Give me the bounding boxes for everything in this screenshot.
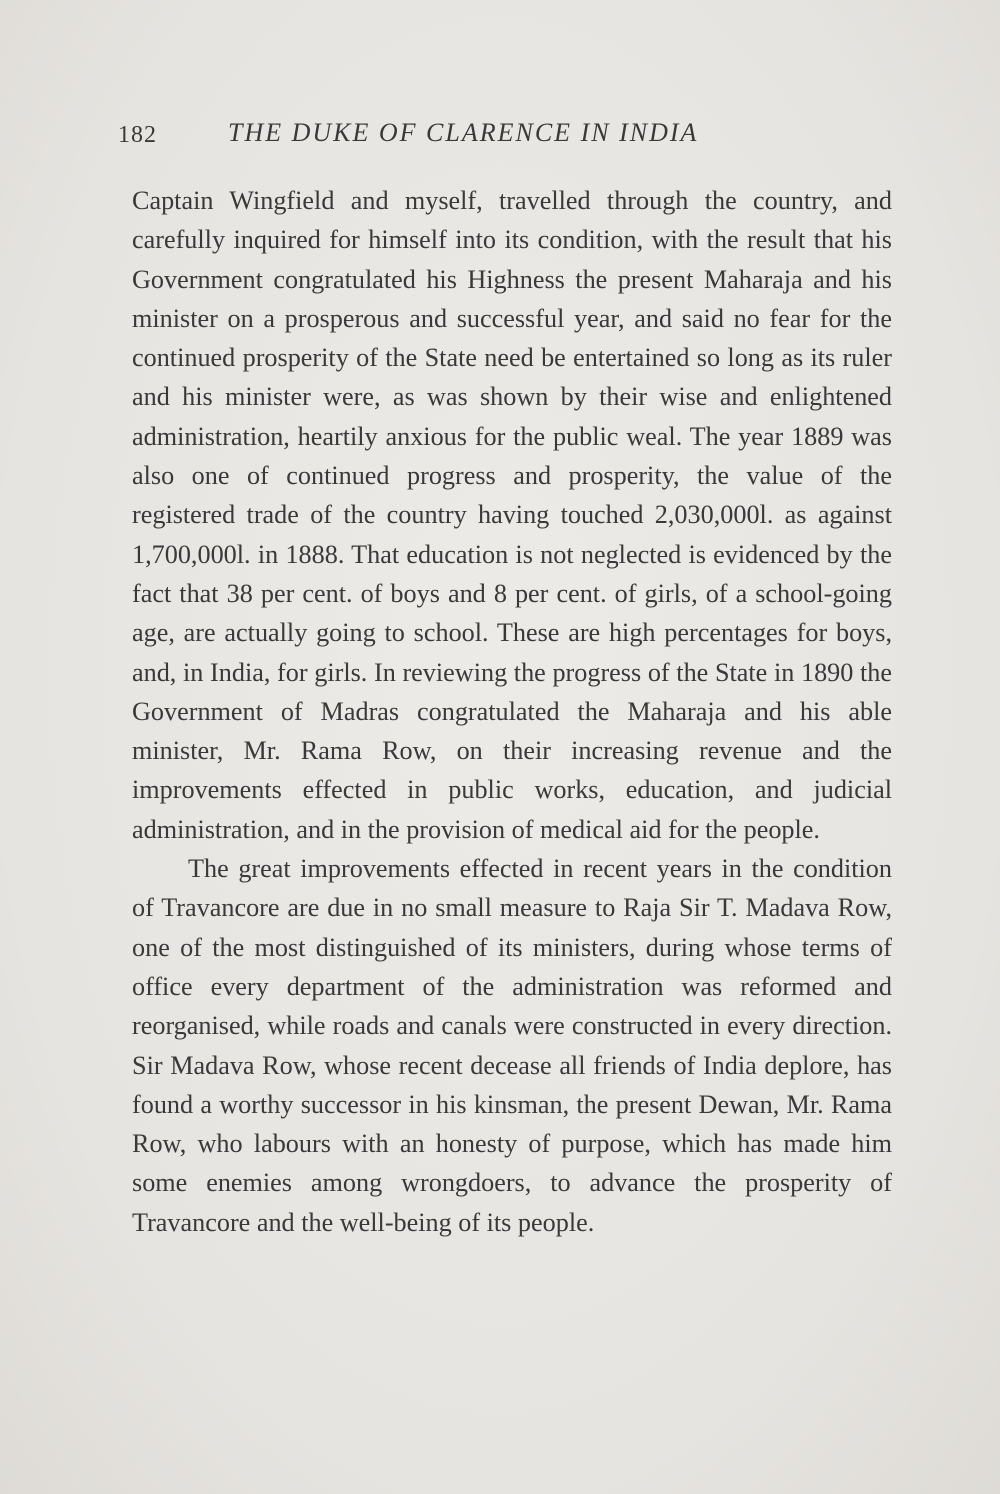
page-header xyxy=(118,118,758,158)
page-number: 182 xyxy=(118,122,157,148)
body-text xyxy=(132,181,892,1242)
running-title: THE DUKE OF CLARENCE IN INDIA xyxy=(228,118,699,147)
paragraph: The great improvements effected in recent years in the condition of Travancore are due in no small measure to Raja Sir T. Madava Row, one of the most distinguished of its ministers, during whose terms of office every department of the administration was reformed and reorganised, while roads and canals were constructed in every direction. Sir Madava Row, whose recent decease all friends of India deplore, has found a worthy successor in his kinsman, the present Dewan, Mr. Rama Row, who labours with an honesty of purpose, which has made him some enemies among wrongdoers, to advance the prosperity of Travancore and the well-being of its people. xyxy=(132,854,892,1237)
paragraph-continued: Captain Wingfield and myself, travelled through the country, and carefully inquired for himself into its condition, with the result that his Government congratulated his Highness the present Maharaja and his minister on a prosperous and successful year, and said no fear for the continued prosperity of the State need be entertained so long as its ruler and his minister were, as was shown by their wise and enlightened administration, heartily anxious for the public weal. The year 1889 was also one of continued progress and prosperity, the value of the registered trade of the country having touched 2,030,000l. as against 1,700,000l. in 1888. That education is not neglected is evidenced by the fact that 38 per cent. of boys and 8 per cent. of girls, of a school-going age, are actually going to school. These are high percentages for boys, and, in India, for girls. In reviewing the progress of the State in 1890 the Government of Madras congratulated the Maharaja and his able minister, Mr. Rama Row, on their increasing revenue and the improvements effected in public works, education, and judicial administration, and in the provision of medical aid for the people. xyxy=(132,186,892,844)
